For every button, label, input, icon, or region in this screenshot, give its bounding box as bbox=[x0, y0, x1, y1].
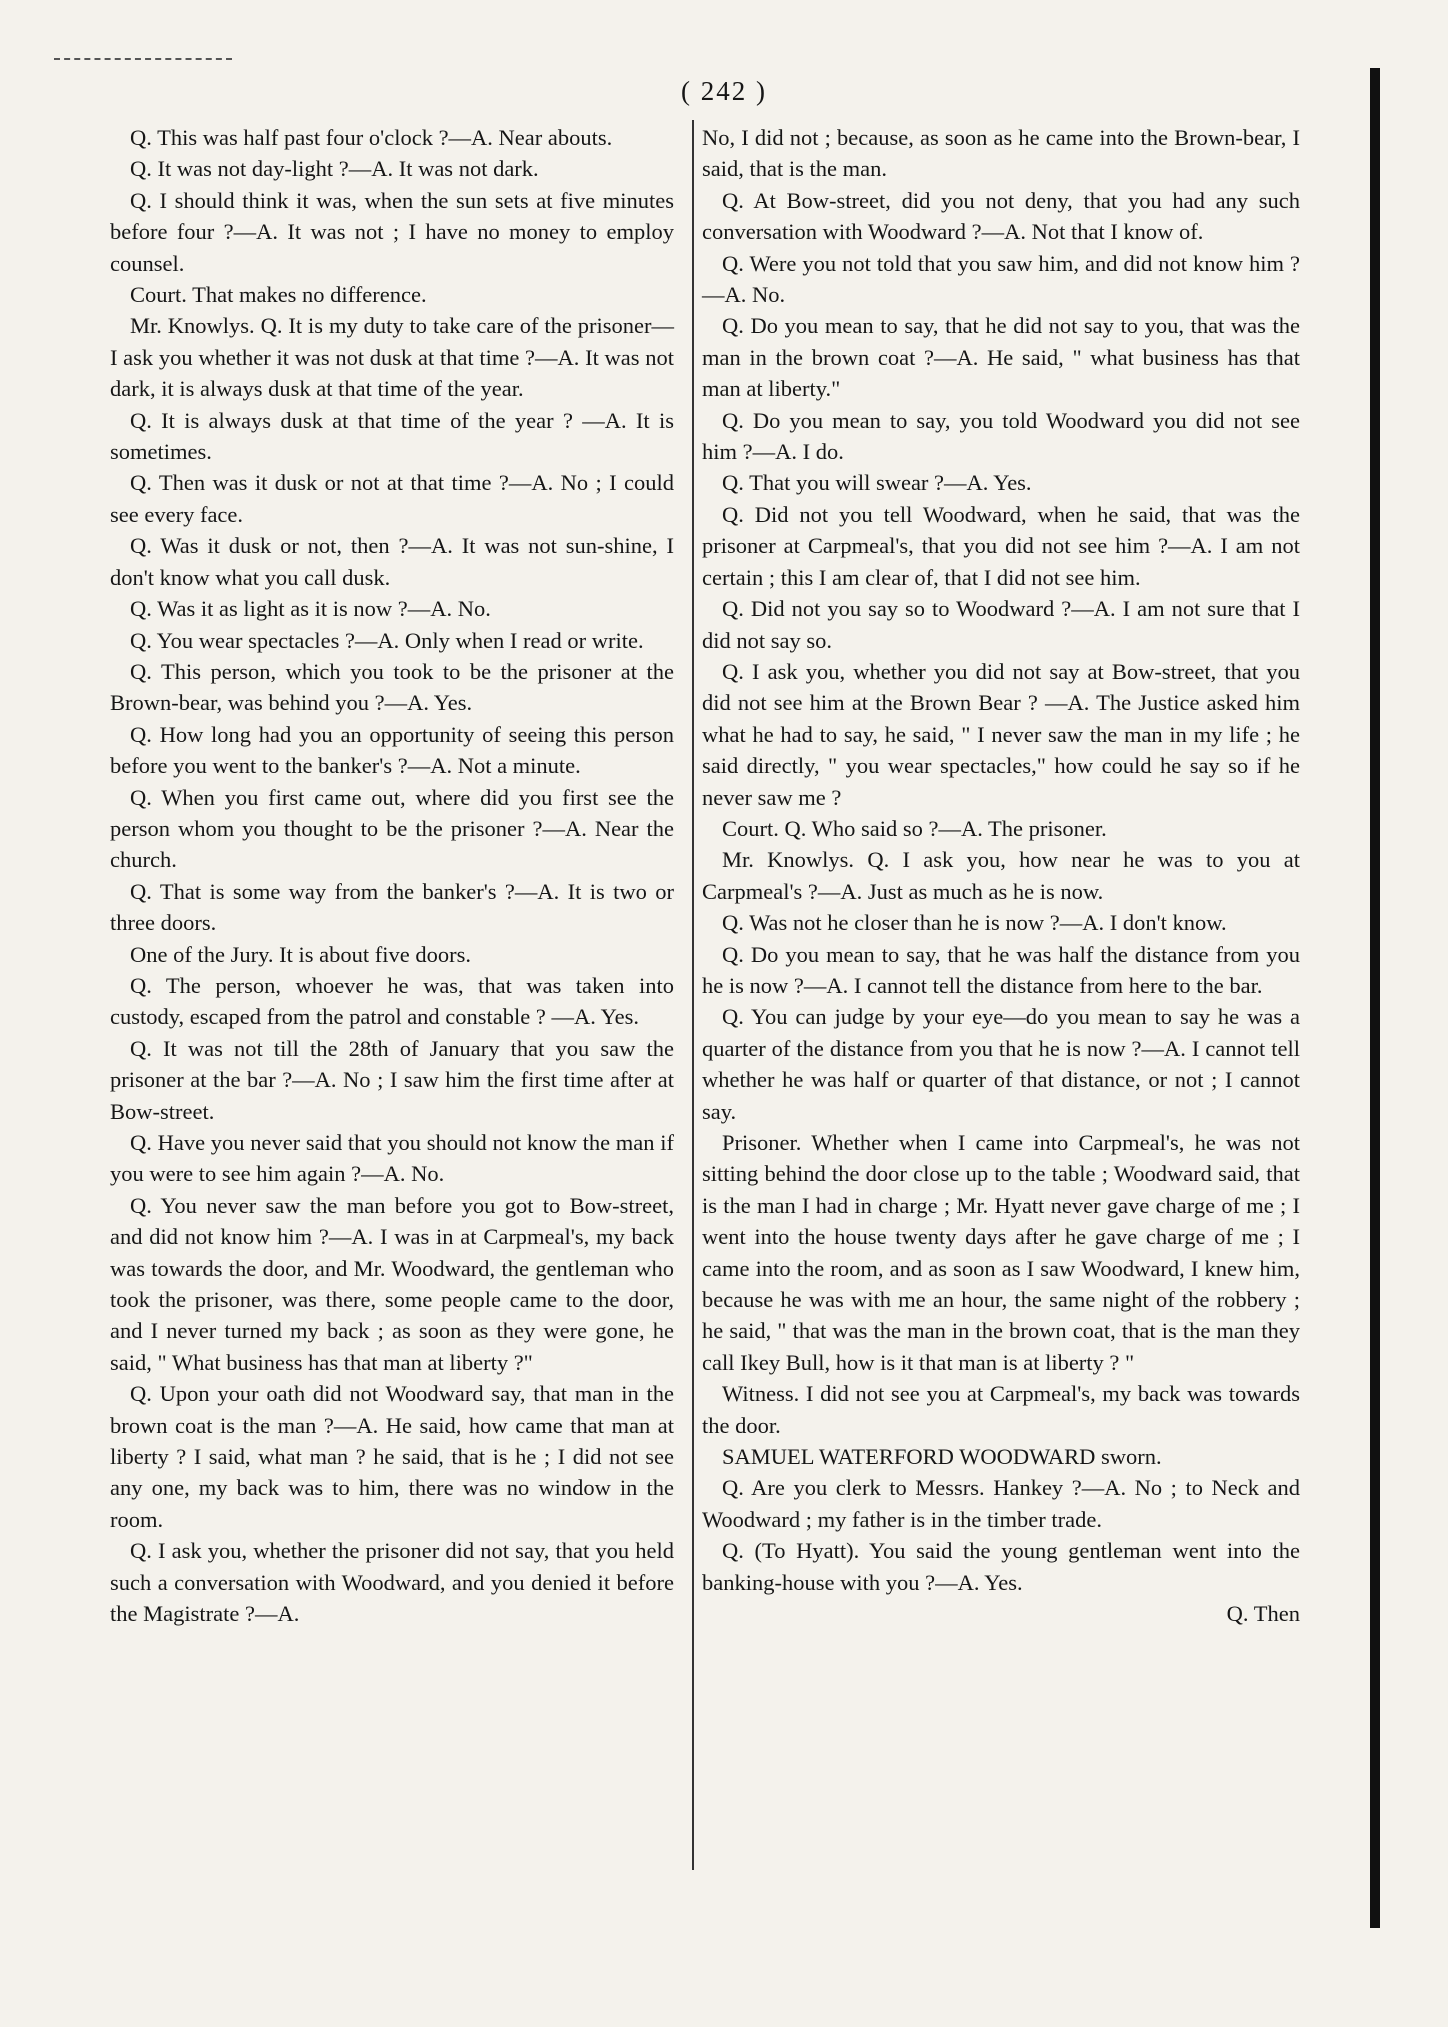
paragraph: Q. Was it as light as it is now ?—A. No. bbox=[130, 596, 491, 622]
paragraph: Q. At Bow-street, did you not deny, that you had any such conversation with Woodward ?—A. Not that I know of. bbox=[702, 187, 1300, 245]
paragraph: Q. How long had you an opportunity of seeing this person before you went to the banker's ?—A. Not a minute. bbox=[110, 721, 674, 779]
paragraph: Q. When you first came out, where did you first see the person whom you thought to be the prisoner ?—A. Near the church. bbox=[110, 784, 674, 873]
paragraph: Q. You can judge by your eye—do you mean to say he was a quarter of the distance from you that he is now ?—A. I cannot tell whether he was half or quarter of that distance, or not ; I cannot say. bbox=[702, 1004, 1300, 1124]
paragraph: SAMUEL WATERFORD WOODWARD sworn. bbox=[722, 1444, 1162, 1470]
paragraph: Q. The person, whoever he was, that was taken into custody, escaped from the patrol and constable ? —A. Yes. bbox=[110, 972, 674, 1030]
paragraph: Q. It is always dusk at that time of the year ? —A. It is sometimes. bbox=[110, 407, 674, 465]
paragraph: Q. Do you mean to say, you told Woodward you did not see him ?—A. I do. bbox=[702, 407, 1300, 465]
paragraph: Court. That makes no difference. bbox=[130, 282, 427, 308]
paragraph: Q. This person, which you took to be the prisoner at the Brown-bear, was behind you ?—A. Yes. bbox=[110, 658, 674, 716]
paragraph: Q. You never saw the man before you got to Bow-street, and did not know him ?—A. I was in at Carpmeal's, my back was towards the door, and Mr. Woodward, the gentleman who took the prisoner, was there, some people came to the door, and I never turned my back ; as soon as they were gone, he said, " What business has that man at liberty ?" bbox=[110, 1192, 674, 1375]
right-column bbox=[702, 122, 1300, 1630]
paragraph: Q. Have you never said that you should not know the man if you were to see him again ?—A. No. bbox=[110, 1130, 674, 1187]
paragraph: Q. Did not you say so to Woodward ?—A. I am not sure that I did not say so. bbox=[702, 596, 1300, 653]
paragraph: Q. I should think it was, when the sun sets at five minutes before four ?—A. It was not ; I have no money to employ counsel. bbox=[110, 187, 674, 276]
paragraph: Q. Then was it dusk or not at that time ?—A. No ; I could see every face. bbox=[110, 470, 674, 527]
paragraph: Q. Did not you tell Woodward, when he said, that was the prisoner at Carpmeal's, that you did not see him ?—A. I am not certain ; this I am clear of, that I did not see him. bbox=[702, 501, 1300, 590]
paragraph: Prisoner. Whether when I came into Carpmeal's, he was not sitting behind the door close up to the table ; Woodward said, that is the man I had in charge ; Mr. Hyatt never gave charge of me ; I went into the house twenty days after he gave charge of me ; I came into the room, and as soon as I saw Woodward, I knew him, because he was with me an hour, the same night of the robbery ; he said, " that was the man in the brown coat, that is the man they call Ikey Bull, how is it that man is at liberty ? " bbox=[702, 1130, 1300, 1375]
paragraph: Q. This was half past four o'clock ?—A. Near abouts. bbox=[130, 125, 613, 150]
paragraph: Q. I ask you, whether the prisoner did not say, that you held such a conversation with Woodward, and you denied it before the Magistrate ?—A. bbox=[110, 1538, 674, 1627]
page-edge-bar bbox=[1370, 68, 1380, 1928]
paragraph: Q. Was not he closer than he is now ?—A. I don't know. bbox=[722, 910, 1227, 936]
paragraph: Q. Do you mean to say, that he did not say to you, that was the man in the brown coat ?—A. He said, " what business has that man at liberty." bbox=[702, 313, 1300, 402]
paragraph: Q. (To Hyatt). You said the young gentleman went into the banking-house with you ?—A. Yes. bbox=[702, 1538, 1300, 1595]
paragraph: Q. Upon your oath did not Woodward say, that man in the brown coat is the man ?—A. He said, how came that man at liberty ? I said, what man ? he said, that is he ; I did not see any one, my back was to him, there was no window in the room. bbox=[110, 1381, 674, 1532]
paragraph: Q. Do you mean to say, that he was half the distance from you he is now ?—A. I cannot tell the distance from here to the bar. bbox=[702, 941, 1300, 998]
paragraph: One of the Jury. It is about five doors. bbox=[130, 941, 471, 967]
paragraph: Q. Are you clerk to Messrs. Hankey ?—A. No ; to Neck and Woodward ; my father is in the timber trade. bbox=[702, 1475, 1300, 1532]
paragraph: Q. I ask you, whether you did not say at Bow-street, that you did not see him at the Brown Bear ? —A. The Justice asked him what he had to say, he said, " I never saw the man in my life ; he said directly, " you wear spectacles," how could he say so if he never saw me ? bbox=[702, 658, 1300, 810]
paragraph: Mr. Knowlys. Q. It is my duty to take care of the prisoner—I ask you whether it was not dusk at that time ?—A. It was not dark, it is always dusk at that time of the year. bbox=[110, 313, 674, 402]
paragraph: Q. That you will swear ?—A. Yes. bbox=[722, 470, 1032, 496]
column-divider bbox=[692, 120, 694, 1870]
paragraph: Court. Q. Who said so ?—A. The prisoner. bbox=[722, 815, 1107, 841]
paragraph: Witness. I did not see you at Carpmeal's, my back was towards the door. bbox=[702, 1381, 1300, 1438]
paragraph: Q. Was it dusk or not, then ?—A. It was not sun-shine, I don't know what you call dusk. bbox=[110, 533, 674, 590]
paragraph: Q. It was not day-light ?—A. It was not dark. bbox=[130, 156, 539, 182]
catchword: Q. Then bbox=[1226, 1601, 1300, 1627]
paragraph: No, I did not ; because, as soon as he came into the Brown-bear, I said, that is the man. bbox=[702, 125, 1300, 182]
paragraph: Mr. Knowlys. Q. I ask you, how near he was to you at Carpmeal's ?—A. Just as much as he is now. bbox=[702, 847, 1300, 904]
paragraph: Q. It was not till the 28th of January that you saw the prisoner at the bar ?—A. No ; I saw him the first time after at Bow-street. bbox=[110, 1035, 674, 1124]
left-column bbox=[110, 122, 674, 1630]
top-dashed-rule bbox=[54, 58, 232, 60]
paragraph: Q. That is some way from the banker's ?—A. It is two or three doors. bbox=[110, 878, 674, 936]
paragraph: Q. Were you not told that you saw him, and did not know him ?—A. No. bbox=[702, 250, 1300, 308]
paragraph: Q. You wear spectacles ?—A. Only when I read or write. bbox=[130, 627, 644, 653]
page-number: ( 242 ) bbox=[681, 76, 767, 106]
